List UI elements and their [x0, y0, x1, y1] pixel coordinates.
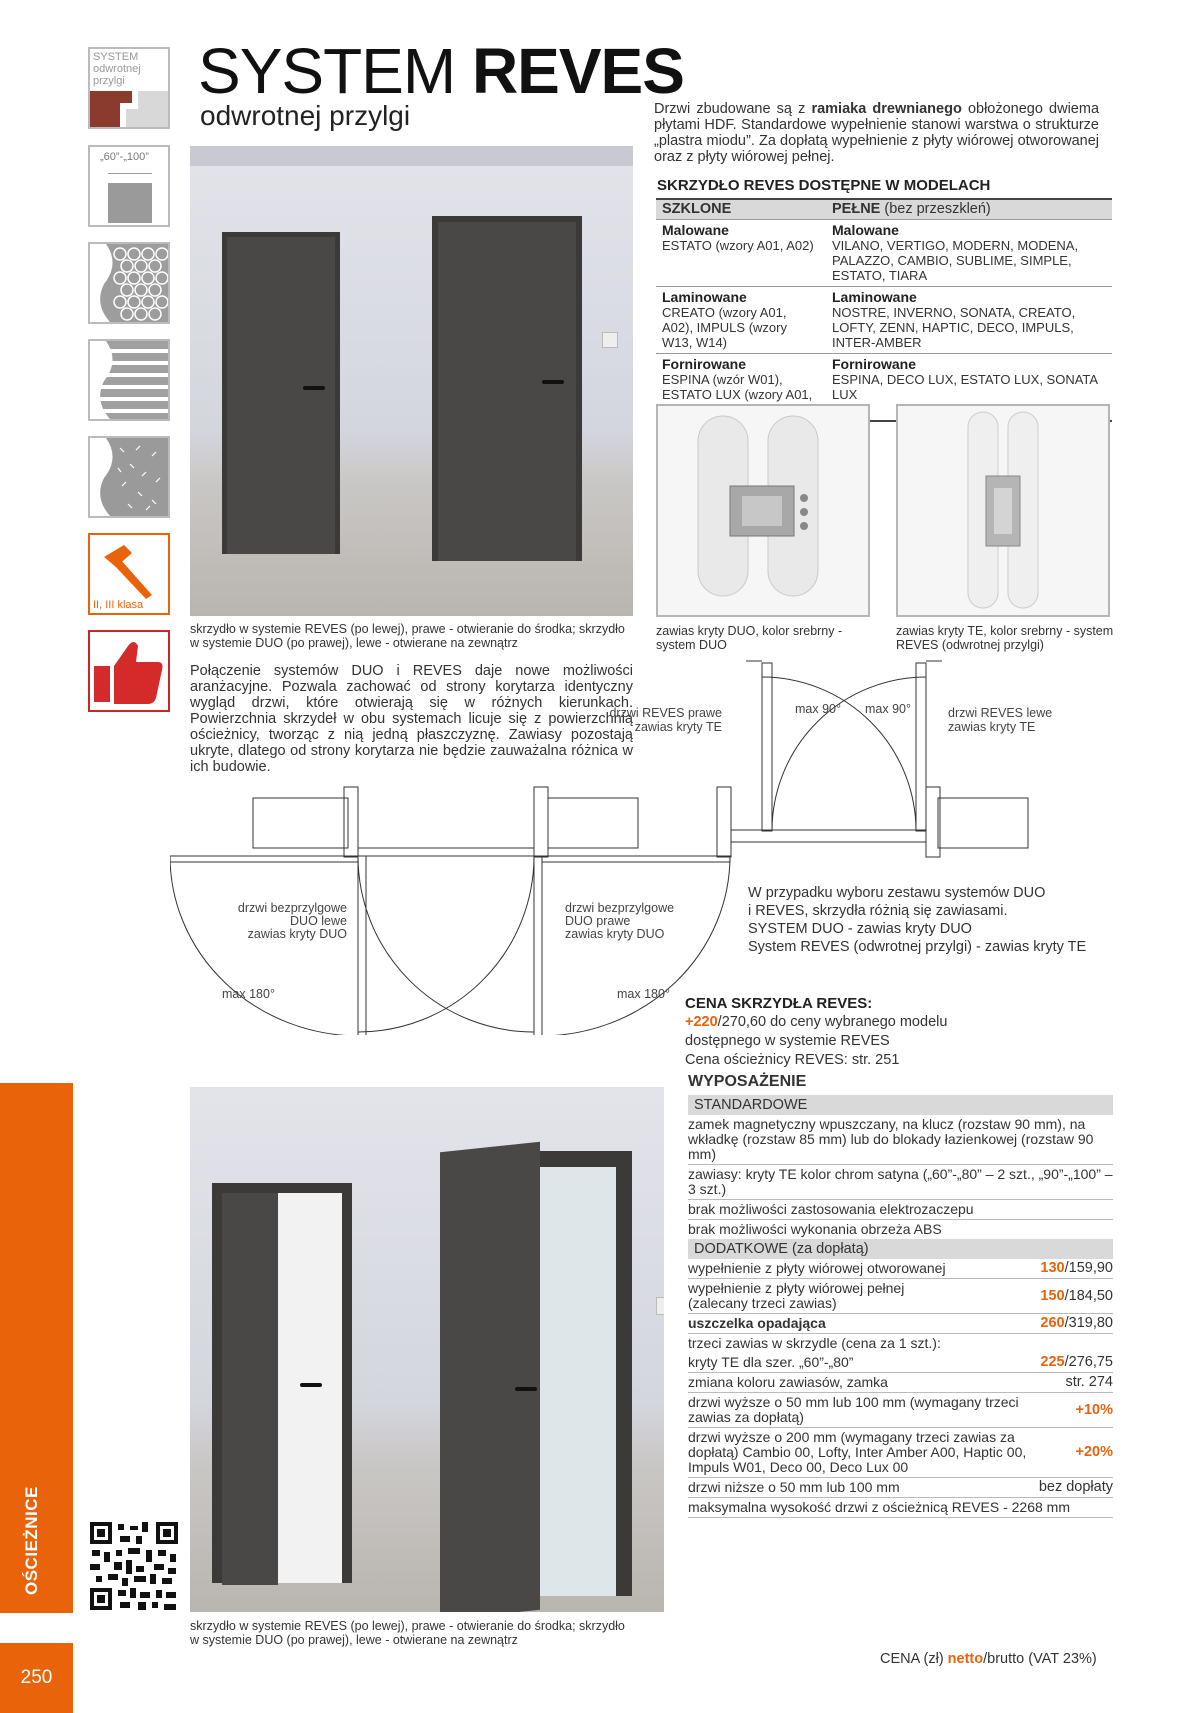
section-label: OŚCIEŻNICE [22, 1486, 41, 1595]
extra-item [688, 1393, 1113, 1428]
duo-left-label-2: DUO lewe [290, 914, 347, 928]
price-line-3: Cena ościeżnicy REVES: str. 251 [685, 1052, 900, 1068]
frame-type-line-1: SYSTEM [93, 51, 139, 63]
extra-item [688, 1353, 1113, 1373]
extra-item-gross: /184,50 [1064, 1287, 1113, 1304]
models-cell-head: Laminowane [832, 289, 917, 305]
intro-part-1: Drzwi zbudowane są z [654, 101, 812, 117]
price-block [685, 994, 985, 1070]
page-subtitle: odwrotnej przylgi [200, 100, 411, 131]
price-line-2: dostępnego w systemie REVES [685, 1033, 890, 1049]
extra-item-price: +10% [1075, 1401, 1113, 1418]
reves-threshold [731, 830, 926, 842]
tubular-svg [90, 341, 168, 419]
extra-item-label: wypełnienie z płyty wiórowej otworowanej [688, 1260, 946, 1276]
reves-right-label-1: drzwi REVES prawe [609, 706, 722, 720]
top-photo [190, 146, 633, 616]
opening-diagram [170, 655, 1070, 1035]
price-gross: /270,60 do ceny wybranego modelu [717, 1014, 948, 1030]
duo-left-label-3: zawias kryty DUO [247, 927, 347, 941]
note-line: i REVES, skrzydła różnią się zawiasami. [748, 903, 1008, 919]
reves-left-leaf [916, 663, 926, 831]
models-title: SKRZYDŁO REVES DOSTĘPNE W MODELACH [657, 177, 991, 194]
page-title [198, 36, 684, 106]
models-cell-head: Laminowane [662, 289, 747, 305]
extra-item-label: trzeci zawias w skrzydle (cena za 1 szt.): [688, 1335, 941, 1351]
duo-threshold-1 [358, 848, 534, 856]
max180-left: max 180° [222, 987, 275, 1001]
extra-item-label: zmiana koloru zawiasów, zamka [688, 1374, 888, 1390]
equipment-title: WYPOSAŻENIE [688, 1073, 807, 1090]
extra-item-label: maksymalna wysokość drzwi z ościeżnicą REVES - 2268 mm [688, 1499, 1071, 1515]
right-door [438, 222, 576, 561]
price-net: +220 [685, 1014, 718, 1030]
bottom-photo [190, 1087, 664, 1612]
standard-item [688, 1220, 1113, 1239]
ceiling-band [190, 146, 633, 166]
note-line: SYSTEM DUO - zawias kryty DUO [748, 921, 972, 937]
standard-item-label: zamek magnetyczny wpuszczany, na klucz (rozstaw 90 mm), na wkładkę (rozstaw 85 mm) lub do blokady łazienkowej (rozstaw 90 mm) [688, 1116, 1094, 1162]
standard-item-label: brak możliwości wykonania obrzeża ABS [688, 1221, 942, 1237]
standard-item-label: brak możliwości zastosowania elektrozaczepu [688, 1201, 974, 1217]
title-light: SYSTEM [198, 35, 456, 107]
extra-item [688, 1259, 1113, 1279]
extra-item-gross: /159,90 [1064, 1260, 1113, 1276]
reves-right-label-2: zawias kryty TE [634, 720, 722, 734]
extra-item-price [1034, 1355, 1113, 1370]
duo-right-label-1: drzwi bezprzylgowe [565, 901, 675, 915]
price-legend-net: netto [947, 1651, 984, 1667]
extra-item-label: drzwi wyższe o 200 mm (wymagany trzeci zawias za dopłatą) Cambio 00, Lofty, Inter Amber A00, Haptic 00, Impuls W01, Deco 00, Deco Lux 00 [688, 1429, 1027, 1475]
light-switch [656, 1297, 664, 1315]
frame-3 [717, 787, 731, 857]
solid-chipboard-svg [90, 438, 168, 516]
models-cell-text: CREATO (wzory A01, A02), IMPULS (wzory W13, W14) [662, 305, 787, 350]
frame-type-text [93, 51, 141, 87]
models-cell-text: VILANO, VERTIGO, MODERN, MODENA, PALAZZO, CAMBIO, SUBLIME, SIMPLE, ESTATO, TIARA [832, 238, 1079, 283]
reves-left-label-2: zawias kryty TE [948, 720, 1036, 734]
te-hinge-image [896, 404, 1110, 617]
col-solid [826, 199, 1112, 220]
duo-right-leaf [534, 856, 542, 1035]
col-solid-rest: (bez przeszkleń) [880, 201, 991, 217]
reves-left-swing-arc [762, 677, 916, 831]
width-range-icon [88, 145, 170, 227]
price-line-1 [685, 1013, 985, 1032]
extra-item-price [1034, 1289, 1113, 1304]
note-line: W przypadku wyboru zestawu systemów DUO [748, 885, 1046, 901]
frame-2 [534, 787, 548, 857]
left-door-handle [303, 386, 325, 390]
extra-item-price: str. 274 [1065, 1374, 1113, 1390]
extra-item [688, 1478, 1113, 1498]
max90-right: max 90° [865, 702, 911, 716]
equipment-section [688, 1073, 1113, 1518]
extra-item-price: bez dopłaty [1038, 1479, 1113, 1495]
qr-code[interactable] [88, 1520, 180, 1612]
price-legend-rest: /brutto (VAT 23%) [983, 1651, 1097, 1667]
models-cell [826, 220, 1112, 287]
duo-left-leaf-open [170, 856, 358, 862]
width-arrow [108, 173, 152, 174]
standard-item [688, 1165, 1113, 1200]
duo-hinge-image [656, 404, 870, 617]
wall-middle [548, 798, 638, 848]
extra-item-net: 225 [1040, 1354, 1065, 1370]
models-cell-text: ESTATO (wzory A01, A02) [662, 238, 814, 253]
extra-item-label: drzwi niższe o 50 mm lub 100 mm [688, 1479, 900, 1495]
duo-right-label-3: zawias kryty DUO [565, 927, 665, 941]
price-legend-prefix: CENA (zł) [880, 1651, 948, 1667]
models-cell-head: Malowane [662, 222, 729, 238]
combo-text: Połączenie systemów DUO i REVES daje nowe możliwości aranżacyjne. Pozwala zachować od strony korytarza identyczny wygląd drzwi, które otwierają się w różnych kierunkach. Powierzchnia skrzydeł w obu systemach licuje się z powierzchnią ościeżnicy, tworząc z nią jedną płaszczyznę. Zawiasy pozostają ukryte, dlatego od strony korytarza nie będzie zauważalna różnica w ich budowie. [190, 663, 633, 775]
col-solid-bold: PEŁNE [832, 201, 881, 217]
hammer-icon [90, 539, 168, 599]
bottom-photo-caption: skrzydło w systemie REVES (po lewej), prawe - otwieranie do środka; skrzydło w systemie DUO (po prawej), lewe - otwierane na zewnątrz [190, 1619, 625, 1647]
duo-overlap-arc-2 [358, 856, 534, 1032]
honeycomb-fill-icon [88, 242, 170, 324]
max90-left: max 90° [795, 702, 841, 716]
intro-bold: ramiaka drewnianego [811, 101, 962, 117]
standard-item-label: zawiasy: kryty TE kolor chrom satyna („60”-„80” – 2 szt., „90”-„100” – 3 szt.) [688, 1166, 1113, 1197]
duo-overlap-arc-1 [358, 856, 534, 1032]
extra-item-label: drzwi wyższe o 50 mm lub 100 mm (wymagany trzeci zawias za dopłatą) [688, 1394, 1019, 1425]
class-label: II, III klasa [93, 599, 144, 611]
intro-text [654, 101, 1099, 165]
extra-item [688, 1498, 1113, 1518]
extra-item-gross: /276,75 [1064, 1354, 1113, 1370]
extra-header: DODATKOWE (za dopłatą) [688, 1239, 1113, 1259]
extra-item-label: kryty TE dla szer. „60”-„80” [688, 1354, 854, 1370]
width-door-shape [108, 183, 152, 223]
models-row [656, 220, 1112, 287]
extra-item-price [1034, 1261, 1113, 1276]
frame-type-line-3: przylgi [93, 75, 125, 87]
extra-item-label: wypełnienie z płyty wiórowej pełnej (zalecany trzeci zawias) [688, 1280, 905, 1311]
models-cell [656, 287, 826, 354]
solid-chipboard-fill-icon [88, 436, 170, 518]
wall-right [938, 798, 1028, 848]
duo-hinge-caption: zawias kryty DUO, kolor srebrny - system DUO [656, 624, 843, 652]
extra-item [688, 1314, 1113, 1334]
extra-item-gross: /319,80 [1064, 1315, 1113, 1331]
title-bold: REVES [471, 35, 684, 107]
models-cell-head: Malowane [832, 222, 899, 238]
honeycomb-svg [90, 244, 168, 322]
right-door-handle [515, 1387, 537, 1391]
col-glazed: SZKLONE [656, 199, 826, 220]
models-cell-head: Fornirowane [832, 356, 917, 372]
models-table [656, 198, 1112, 422]
left-door-open [222, 1193, 278, 1585]
reves-right-swing-arc [772, 677, 926, 831]
page-number: 250 [0, 1643, 73, 1713]
standard-item [688, 1200, 1113, 1220]
left-door-handle [300, 1383, 322, 1387]
thumbs-up-icon [88, 630, 170, 712]
right-door-open [440, 1142, 540, 1612]
light-switch [602, 332, 618, 348]
extra-item [688, 1373, 1113, 1393]
hinge-note [748, 884, 1128, 956]
models-cell-text: NOSTRE, INVERNO, SONATA, CREATO, LOFTY, ZENN, HAPTIC, DECO, IMPULS, INTER-AMBER [832, 305, 1076, 350]
extra-item [688, 1428, 1113, 1478]
wall-left [253, 798, 348, 848]
reves-left-label-1: drzwi REVES lewe [948, 706, 1053, 720]
extra-item-price [1034, 1316, 1113, 1331]
duo-left-label-1: drzwi bezprzylgowe [237, 901, 347, 915]
duo-hinge-svg [658, 406, 868, 615]
note-line: System REVES (odwrotnej przylgi) - zawias kryty TE [748, 939, 1087, 955]
models-cell-head: Fornirowane [662, 356, 747, 372]
extra-item-label: uszczelka opadająca [688, 1315, 826, 1331]
price-title: CENA SKRZYDŁA REVES: [685, 995, 873, 1012]
price-legend [880, 1651, 1097, 1667]
hammer-class-icon [88, 533, 170, 615]
models-row [656, 287, 1112, 354]
duo-right-leaf-open [542, 856, 730, 862]
models-cell [826, 287, 1112, 354]
frame-profile-icon [90, 87, 168, 127]
models-cell-text: ESPINA, DECO LUX, ESTATO LUX, SONATA LUX [832, 372, 1098, 402]
max180-right: max 180° [617, 987, 670, 1001]
te-hinge-caption: zawias kryty TE, kolor srebrny - system REVES (odwrotnej przylgi) [896, 624, 1114, 652]
thumbs-up-svg [90, 632, 168, 710]
extra-item-net: 260 [1040, 1315, 1065, 1331]
models-cell [656, 220, 826, 287]
standard-item [688, 1115, 1113, 1165]
frame-type-icon [88, 47, 170, 129]
standard-header: STANDARDOWE [688, 1095, 1113, 1115]
frame-type-line-2: odwrotnej [93, 63, 141, 75]
intro-part-3: obłożonego dwiema płytami HDF. Standardowe wypełnienie stanowi warstwa o strukturze „plastra miodu”. Za dopłatą wypełnienie z płyty wiórowej otworowanej oraz z płyty wiórowej pełnej. [654, 101, 1100, 165]
right-door-handle [542, 380, 564, 384]
extra-item-net: 130 [1040, 1260, 1065, 1276]
extra-item [688, 1334, 1113, 1353]
duo-right-label-2: DUO prawe [565, 914, 631, 928]
width-range-label: „60”-„100” [100, 151, 149, 163]
extra-item-price: +20% [1075, 1444, 1113, 1460]
models-cell-text: ESPINA (wzór W01), ESTATO LUX (wzory A01, [662, 372, 813, 402]
duo-left-leaf [358, 856, 366, 1035]
extra-item-net: 150 [1040, 1287, 1065, 1304]
extra-item [688, 1279, 1113, 1314]
duo-left-swing-arc [170, 856, 358, 1035]
left-door [227, 237, 335, 554]
te-hinge-svg [898, 406, 1108, 615]
top-photo-caption: skrzydło w systemie REVES (po lewej), prawe - otwieranie do środka; skrzydło w systemie DUO (po prawej), lewe - otwierane na zewnątrz [190, 622, 625, 650]
tubular-chipboard-fill-icon [88, 339, 170, 421]
reves-right-leaf [762, 663, 772, 831]
